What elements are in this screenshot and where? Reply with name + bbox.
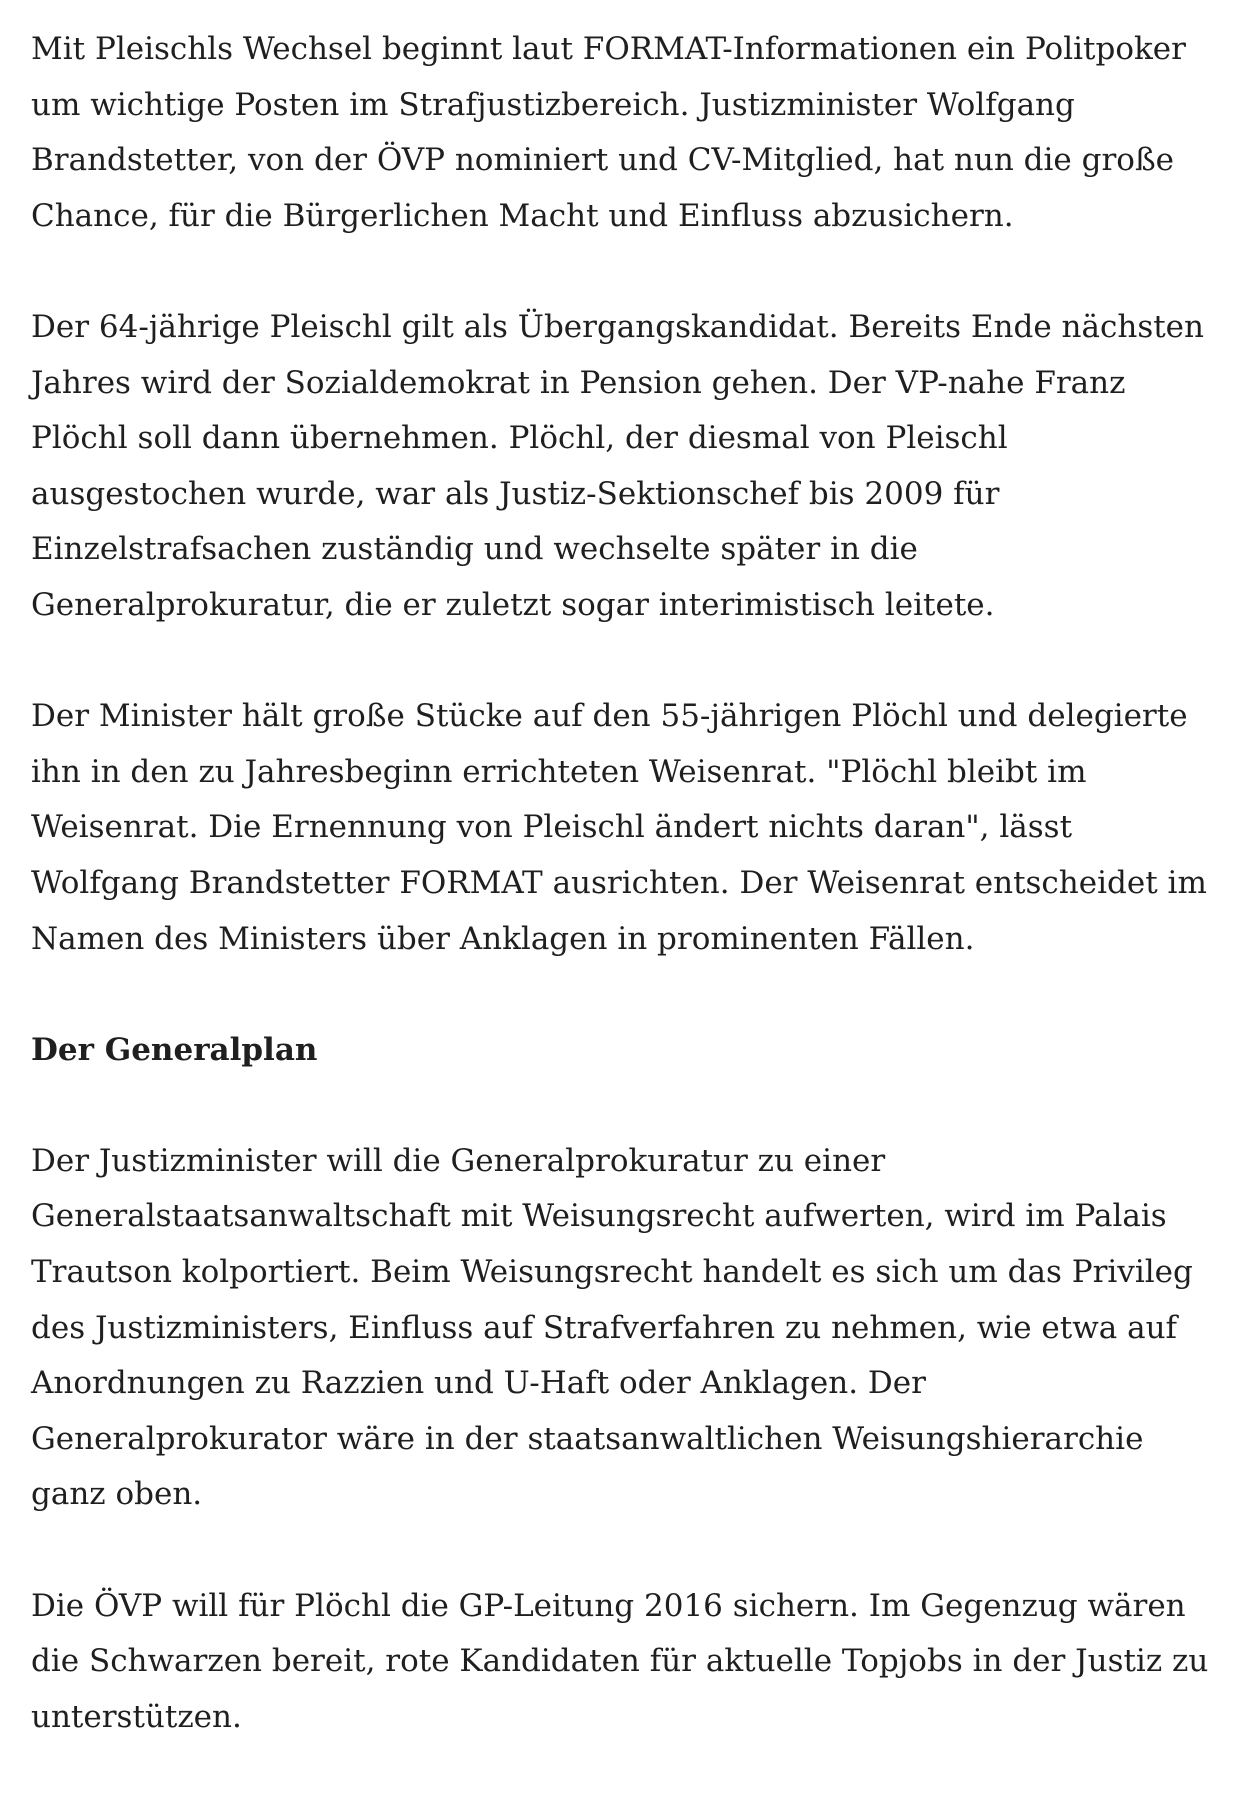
article-paragraph: Der Minister hält große Stücke auf den 55-jährigen Plöchl und delegierte ihn in den zu Jahresbeginn errichteten Weisenrat. "Plöchl bleibt im Weisenrat. Die Ernennung von Pleischl ändert nichts daran", lässt Wolfgang Brandstetter FORMAT ausrichten. Der Weisenrat entscheidet im Namen des Ministers über Anklagen in prominenten Fällen. bbox=[31, 698, 1207, 957]
article-paragraph: Der Justizminister will die Generalprokuratur zu einer Generalstaatsanwaltschaft mit Weisungsrecht aufwerten, wird im Palais Trautson kolportiert. Beim Weisungsrecht handelt es sich um das Privileg des Justizministers, Einfluss auf Strafverfahren zu nehmen, wie etwa auf Anordnungen zu Razzien und U-Haft oder Anklagen. Der Generalprokurator wäre in der staatsanwaltlichen Weisungshierarchie ganz oben. bbox=[31, 1142, 1193, 1513]
section-heading: Der Generalplan bbox=[31, 1031, 318, 1068]
article-paragraph: Der 64-jährige Pleischl gilt als Übergangskandidat. Bereits Ende nächsten Jahres wird der Sozialdemokrat in Pension gehen. Der VP-nahe Franz Plöchl soll dann übernehmen. Plöchl, der diesmal von Pleischl ausgestochen wurde, war als Justiz-Sektionschef bis 2009 für Einzelstrafsachen zuständig und wechselte später in die Generalprokuratur, die er zuletzt sogar interimistisch leitete. bbox=[31, 308, 1204, 623]
article-paragraph: Mit Pleischls Wechsel beginnt laut FORMAT-Informationen ein Politpoker um wichtige Posten im Strafjustizbereich. Justizminister Wolfgang Brandstetter, von der ÖVP nominiert und CV-Mitglied, hat nun die große Chance, für die Bürgerlichen Macht und Einfluss abzusichern. bbox=[31, 31, 1186, 234]
article-paragraph: Die ÖVP will für Plöchl die GP-Leitung 2016 sichern. Im Gegenzug wären die Schwarzen bereit, rote Kandidaten für aktuelle Topjobs in der Justiz zu unterstützen. bbox=[31, 1587, 1209, 1735]
